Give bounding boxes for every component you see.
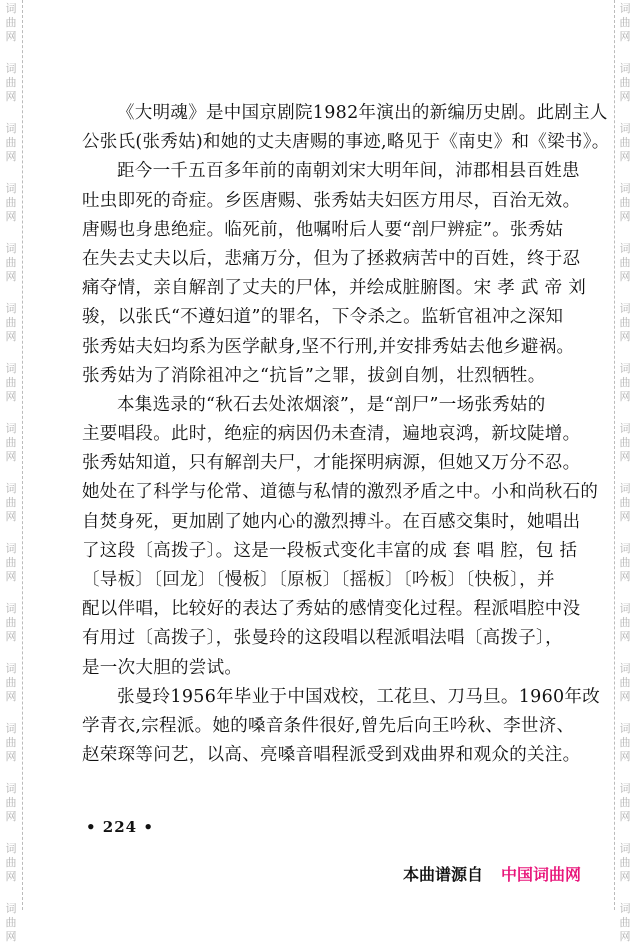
body-line: 痛夺情，亲自解剖了丈夫的尸体，并绘成脏腑图。宋 孝 武 帝 刘	[82, 278, 587, 299]
body-line: 本集选录的“秋石去处浓烟滚”，是“剖尸”一场张秀姑的	[117, 394, 546, 415]
body-line: 她处在了科学与伦常、道德与私情的激烈矛盾之中。小和尚秋石的	[82, 482, 599, 503]
body-line: 〔导板〕〔回龙〕〔慢板〕〔原板〕〔摇板〕〔吟板〕〔快板〕，并	[82, 570, 555, 590]
body-line: 学青衣,宗程派。她的嗓音条件很好,曾先后向王吟秋、李世济、	[82, 715, 575, 736]
watermark-text: 词 曲 网	[5, 782, 17, 823]
source-credit	[403, 862, 581, 885]
watermark-text: 词 曲 网	[619, 782, 631, 823]
body-line: 有用过〔高拨子〕，张曼玲的这段唱以程派唱法唱〔高拨子〕，	[82, 628, 563, 649]
body-line: 了这段〔高拨子〕。这是一段板式变化丰富的成 套 唱 腔，包 括	[82, 540, 578, 561]
watermark-text: 词 曲 网	[619, 722, 631, 763]
watermark-text: 词 曲 网	[5, 662, 17, 703]
body-line: 《大明魂》是中国京剧院1982年演出的新编历史剧。此剧主人	[117, 103, 608, 123]
watermark-text: 词 曲 网	[619, 482, 631, 523]
watermark-text: 词 曲 网	[619, 362, 631, 403]
watermark-text: 词 曲 网	[619, 842, 631, 883]
watermark-text: 词 曲 网	[5, 122, 17, 163]
left-watermark-margin	[0, 0, 23, 943]
body-line: 唐赐也身患绝症。临死前，他嘱咐后人要“剖尸辨症”。张秀姑	[82, 219, 564, 240]
watermark-text: 词 曲 网	[5, 182, 17, 223]
watermark-text: 词 曲 网	[5, 842, 17, 883]
watermark-text: 词 曲 网	[5, 242, 17, 283]
watermark-text: 词 曲 网	[619, 542, 631, 583]
watermark-text: 词 曲 网	[5, 302, 17, 343]
body-line: 主要唱段。此时，绝症的病因仍未查清，遍地哀鸿，新坟陡增。	[82, 424, 581, 445]
body-line: 公张氏(张秀姑)和她的丈夫唐赐的事迹,略见于《南史》和《梁书》。	[82, 132, 610, 153]
article-body	[82, 99, 610, 770]
body-line: 赵荣琛等问艺，以高、亮嗓音唱程派受到戏曲界和观众的关注。	[82, 745, 581, 766]
body-line: 是一次大胆的尝试。	[82, 657, 243, 678]
body-line: 在失去丈夫以后，悲痛万分，但为了拯救病苦中的百姓，终于忍	[82, 248, 581, 269]
page-number: • 224 •	[86, 818, 154, 836]
source-site-link[interactable]: 中国词曲网	[501, 865, 582, 884]
watermark-text: 词 曲 网	[5, 482, 17, 523]
watermark-text: 词 曲 网	[619, 242, 631, 283]
body-line: 自焚身死，更加剧了她内心的激烈搏斗。在百感交集时，她唱出	[82, 511, 581, 532]
watermark-text: 词 曲 网	[5, 542, 17, 583]
watermark-text: 词 曲 网	[619, 122, 631, 163]
watermark-text: 词 曲 网	[619, 902, 631, 943]
watermark-text: 词 曲 网	[5, 62, 17, 103]
body-line: 张曼玲1956年毕业于中国戏校，工花旦、刀马旦。1960年改	[117, 686, 601, 707]
watermark-text: 词 曲 网	[619, 422, 631, 463]
watermark-text: 词 曲 网	[5, 722, 17, 763]
body-line: 距今一千五百多年前的南朝刘宋大明年间，沛郡相县百姓患	[117, 161, 580, 182]
watermark-text: 词 曲 网	[619, 2, 631, 43]
watermark-text: 词 曲 网	[619, 182, 631, 223]
watermark-text: 词 曲 网	[5, 362, 17, 403]
body-line: 张秀姑夫妇均系为医学献身,坚不行刑,并安排秀姑去他乡避祸。	[82, 336, 575, 357]
body-line: 张秀姑为了消除祖冲之“抗旨”之罪，拔剑自刎，壮烈牺牲。	[82, 365, 546, 386]
source-label: 本曲谱源自	[403, 865, 484, 884]
body-line: 张秀姑知道，只有解剖夫尸，才能探明病源，但她又万分不忍。	[82, 453, 581, 474]
body-line: 配以伴唱，比较好的表达了秀姑的感情变化过程。程派唱腔中没	[82, 599, 581, 620]
watermark-text: 词 曲 网	[5, 902, 17, 943]
watermark-text: 词 曲 网	[619, 62, 631, 103]
watermark-text: 词 曲 网	[5, 602, 17, 643]
right-watermark-margin	[614, 0, 635, 943]
watermark-text: 词 曲 网	[619, 662, 631, 703]
watermark-text: 词 曲 网	[5, 2, 17, 43]
body-line: 吐虫即死的奇症。乡医唐赐、张秀姑夫妇医方用尽，百治无效。	[82, 190, 581, 211]
watermark-text: 词 曲 网	[619, 602, 631, 643]
watermark-text: 词 曲 网	[5, 422, 17, 463]
watermark-text: 词 曲 网	[619, 302, 631, 343]
body-line: 骏，以张氏“不遵妇道”的罪名，下令杀之。监斩官祖冲之深知	[82, 307, 564, 328]
